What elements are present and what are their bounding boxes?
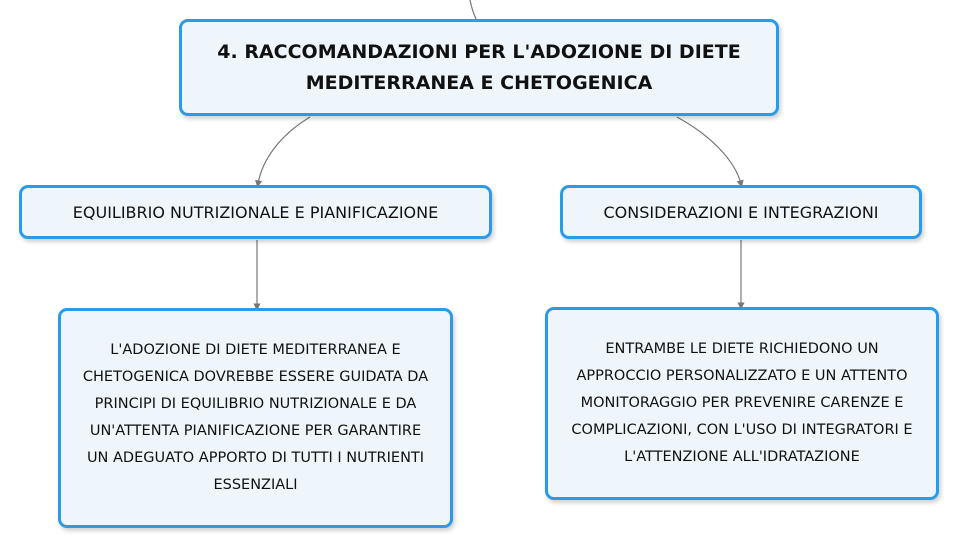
detail-text-equilibrio: L'ADOZIONE DI DIETE MEDITERRANEA E CHETOGENICA DOVREBBE ESSERE GUIDATA DA PRINCIPI DI EQUILIBRIO NUTRIZIONALE E DA UN'ATTENTA PIANIFICAZIONE PER GARANTIRE UN ADEGUATO APPORTO DI TUTTI I NUTRIENTI ESSENZIALI bbox=[82, 342, 429, 493]
root-topic-title: 4. RACCOMANDAZIONI PER L'ADOZIONE DI DIETE MEDITERRANEA E CHETOGENICA bbox=[217, 40, 741, 94]
connector-parent-to-root bbox=[470, 0, 476, 19]
connector-root-to-right-branch bbox=[677, 117, 741, 184]
detail-node-equilibrio[interactable] bbox=[58, 308, 453, 528]
branch-node-considerazioni[interactable] bbox=[560, 185, 922, 239]
detail-node-considerazioni[interactable] bbox=[545, 307, 939, 500]
root-topic-node[interactable] bbox=[179, 19, 779, 116]
detail-text-considerazioni: ENTRAMBE LE DIETE RICHIEDONO UN APPROCCIO PERSONALIZZATO E UN ATTENTO MONITORAGGIO PER PREVENIRE CARENZE E COMPLICAZIONI, CON L'USO DI INTEGRATORI E L'ATTENZIONE ALL'IDRATAZIONE bbox=[571, 341, 913, 465]
branch-node-equilibrio[interactable] bbox=[19, 185, 492, 239]
connector-root-to-left-branch bbox=[258, 117, 310, 184]
branch-label-equilibrio: EQUILIBRIO NUTRIZIONALE E PIANIFICAZIONE bbox=[72, 202, 439, 222]
branch-label-considerazioni: CONSIDERAZIONI E INTEGRAZIONI bbox=[603, 202, 879, 222]
